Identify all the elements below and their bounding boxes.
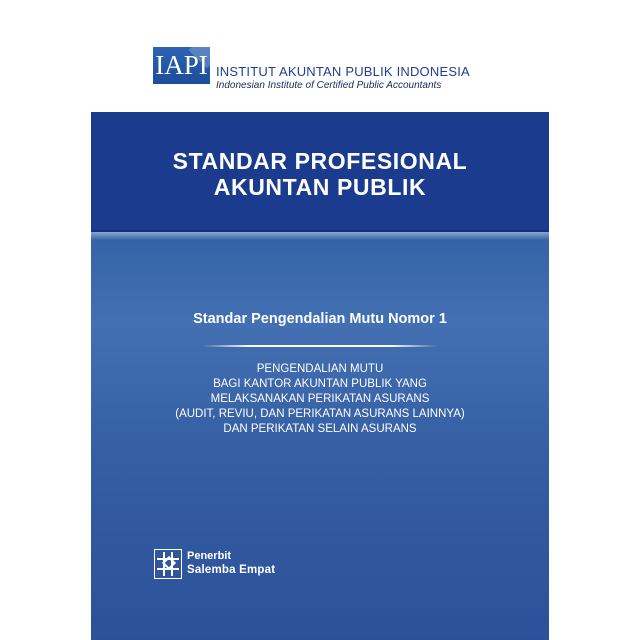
book-title-line-1: STANDAR PROFESIONAL	[172, 148, 468, 174]
salemba-empat-logo-icon	[154, 549, 182, 579]
publisher-label: Penerbit	[187, 550, 232, 562]
iapi-logo	[153, 47, 210, 84]
description-line: PENGENDALIAN MUTU	[256, 363, 384, 375]
institute-name: INSTITUT AKUNTAN PUBLIK INDONESIA	[216, 64, 470, 79]
divider-line	[202, 345, 438, 347]
book-title-line-2: AKUNTAN PUBLIK	[213, 174, 427, 200]
institute-name-english: Indonesian Institute of Certified Public Accountants	[216, 80, 442, 91]
title-band-shadow	[91, 232, 549, 240]
title-band	[91, 112, 549, 232]
description-line: BAGI KANTOR AKUNTAN PUBLIK YANG	[213, 378, 427, 390]
book-description	[91, 362, 549, 437]
publisher-header	[0, 0, 640, 112]
description-line: DAN PERIKATAN SELAIN ASURANS	[223, 423, 417, 435]
iapi-logo-text: IAPI	[155, 50, 208, 80]
book-cover	[91, 112, 549, 640]
description-line: (AUDIT, REVIU, DAN PERIKATAN ASURANS LAINNYA)	[175, 408, 465, 420]
description-line: MELAKSANAKAN PERIKATAN ASURANS	[210, 393, 430, 405]
book-subtitle: Standar Pengendalian Mutu Nomor 1	[193, 311, 447, 327]
publisher-name: Salemba Empat	[187, 564, 276, 576]
